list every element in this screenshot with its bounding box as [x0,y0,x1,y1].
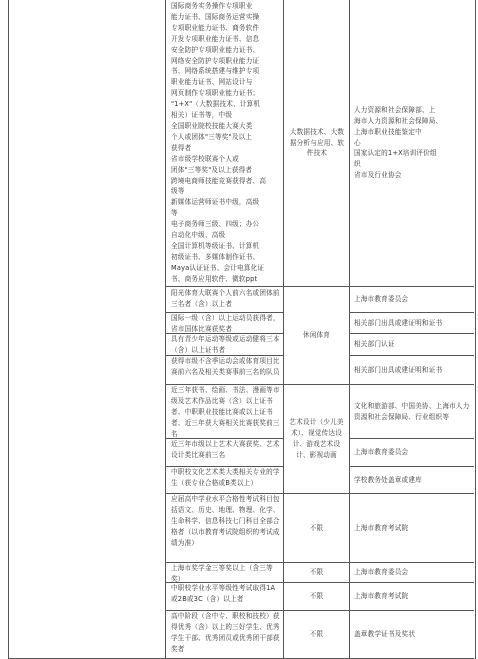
requirement-line: 新媒体运营师证书中级，高级 [171,198,260,207]
requirement-cell [171,334,281,355]
requirement-cell [171,385,281,438]
major-cell [284,611,349,658]
major-cell [284,494,349,562]
major-cell [286,385,347,493]
requirement-line: 电子商务师三级、四级；办公 [171,220,260,229]
requirement-cell [171,494,281,562]
issuer-text: 上海市教育委员会 [354,568,409,577]
issuer-cell [354,287,472,312]
requirement-cell [171,1,283,285]
issuer-text: 学校教务处盖章或建库 [354,475,422,484]
issuer-line: 省市及行业协会 [354,171,402,180]
requirement-line: 网络安全防护专项职业能力证 [171,56,260,65]
issuer-line: 上海市职业技能鉴定中 [354,127,422,136]
issuer-line: 人力资源和社会保障部、上 [354,105,436,114]
issuer-text: 文化和旅游部、中国美协、上海市人力资源和社会保障局、行业组织等 [354,401,470,421]
requirement-line: 书、网络系统搭建与维护专项 [171,67,260,76]
requirement-line: 全国职业院校技能大赛大类 [171,121,253,130]
requirement-line: 跨境电商师技能竞赛获得者、高 [171,176,267,185]
requirement-text: 近三年市级以上艺术大赛获奖、艺术设计类比赛前三名 [171,440,280,459]
issuer-text: 上海市教育考试院 [354,523,409,532]
requirement-line: 获得者 [171,143,192,152]
requirement-line: 开发专项职业能力证书、信息 [171,34,260,43]
requirement-text: 高中阶段（含中专、职校和技校）获得优秀（含）以上的三好学生、优秀学生干部、优秀团员或优秀团干部获奖者 [171,612,280,653]
issuer-text: 相关部门出具或建证明和证书 [354,318,443,327]
requirement-text: 阳光体育大联赛个人前六名或团体前三名者（含）以上者 [171,289,280,308]
issuer-text: 盖章教学证书及奖状 [354,630,416,639]
requirement-text: 近三年获书、绘画、书法、漫画等市级及艺术作品比赛（含）以上证书者、中职职业技能比赛或以上证书者、近三年获大赛相关比赛获奖前三名 [171,386,280,438]
requirement-text: 中职校学业水平等级性考试取得1A或2B或3C（含）以上者 [171,584,276,603]
issuer-line: 织 [354,160,361,169]
requirement-line: "1+X"（大数据技术、计算机 [171,100,261,109]
major-text: 不限 [309,523,324,532]
requirement-line: 能力证书、国际商务运营实操 [171,12,260,21]
major-text: 不限 [309,592,324,601]
column-divider [349,0,350,659]
requirement-text: 应届高中学业水平合格性考试科目包括语文、历史、地理、物理、化学、生命科学、信息科技七门科目全部合格者（以市教育考试院组织的考试成绩为准） [171,495,280,547]
requirement-text: 获得市级不含季运动会或体育项目比赛前六名及相关类赛事前三名的队员 [171,357,280,376]
requirement-text: 国际一级（含）以上运动员获得者，省市国体比赛获奖者 [171,314,280,333]
issuer-text: 上海市教育考试院 [354,592,409,601]
requirement-line: 团体"三等奖"及以上获得者 [171,165,253,174]
requirement-line: 省市级学校联赛个人或 [171,154,239,163]
issuer-cell [354,0,472,286]
major-text: 大数据技术、大数据分析与应用、软件技术 [289,127,345,158]
requirement-line: 安全防护专项职业能力证书、 [171,45,260,54]
requirement-cell [171,313,281,333]
issuer-text: 相关部门出具或建证明和证书 [354,365,443,374]
requirement-cell [171,611,281,658]
issuer-text: 上海市教育委员会 [354,295,409,304]
issuer-cell [354,494,472,562]
requirement-line: 书、商务应用软件、微软ppt [171,274,258,283]
major-text: 不限 [309,630,324,639]
issuer-text: 上海市教育委员会 [354,448,409,457]
major-cell [287,0,347,286]
issuer-cell [354,439,472,466]
major-cell [284,563,349,582]
requirement-cell [171,356,281,384]
requirement-line: 个人或团体"三等奖"及以上 [171,132,253,141]
issuer-cell [354,467,472,493]
requirement-line: 全国计算机等级证书、计算机 [171,241,260,250]
issuer-line: 国家认定的1+X培训评价组 [354,149,437,158]
issuer-cell [354,583,472,610]
requirement-text: 中职校文化艺术类大类相关专业的学生（获专业合格或B类以上） [171,468,280,487]
issuer-line: 心 [354,138,361,147]
requirement-cell [171,563,281,582]
requirement-text: 上海市奖学金三等奖以上（含三等奖） [171,564,273,582]
issuer-line: 海市人力资源和社会保障局、 [354,116,443,125]
requirement-cell [171,288,281,312]
issuer-cell [354,385,472,438]
requirement-line: Maya认证证书、会计电算化证 [171,263,265,272]
requirement-line: 国际商务实务操作专项职业 [171,2,253,10]
major-cell [284,287,349,384]
requirement-line: 自动化中级、高级 [171,231,226,240]
requirement-cell [171,467,281,493]
requirement-line: 等 [171,209,178,218]
requirement-line: 网页制作专项职业能力证书； [171,89,260,98]
column-divider [165,0,166,659]
issuer-cell [354,313,472,333]
major-text: 不限 [309,568,324,577]
issuer-cell [354,611,472,658]
requirement-text: 具有青少年运动等级或运动健将三本（含）以上证书者 [171,335,280,354]
issuer-cell [354,563,472,582]
major-cell [284,583,349,610]
major-text: 休闲体育 [302,331,331,340]
issuer-cell [354,334,472,355]
requirement-cell [171,439,281,466]
issuer-text: 相关部门认证 [354,340,395,349]
requirement-line: 专项职业能力证书、商务软件 [171,23,260,32]
requirement-line: 初级证书、多媒体制作证书、 [171,252,260,261]
major-text: 艺术设计（少儿美术）、视觉传达设计、游戏艺术设计、影视动画 [289,418,344,459]
requirement-line: 级等 [171,187,185,196]
requirement-line: 相关）证书等，中级 [171,111,233,120]
requirement-line: 职业能力证书、网站设计与 [171,78,253,87]
issuer-cell [354,356,472,384]
requirement-cell [171,583,281,610]
